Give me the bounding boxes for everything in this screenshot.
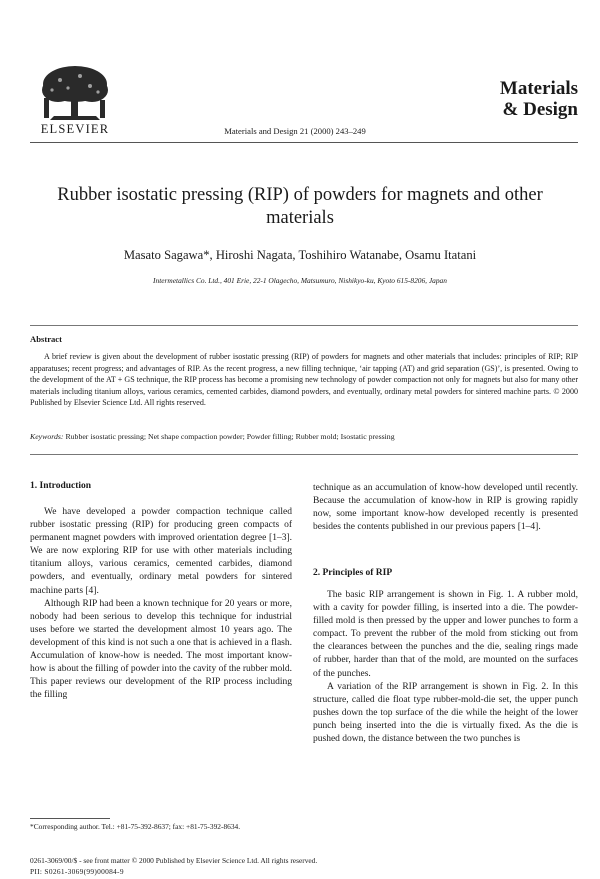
keywords-list: Rubber isostatic pressing; Net shape compaction powder; Powder filling; Rubber mold; Isostatic pressing <box>65 432 395 441</box>
intro-paragraph-2: Although RIP had been a known technique for 20 years or more, nobody had been serious to develop this technique for industrial uses before we started the development almost 10 years ago. The development of this kind is not such a one that is achieved in a flash. Accumulation of know-how is needed. The most important know-how is about the filling of powder into the cavity of the rubber mold. This paper reviews our development of the RIP process including the filling <box>30 598 292 701</box>
principles-paragraph-2: A variation of the RIP arrangement is shown in Fig. 2. In this structure, called die float type rubber-mold-die set, the upper punch pushes down the top surface of the die while the height of the lower punch being inserted into the die is virtually fixed. As the die is pushed down, the distance between the two punches is <box>313 681 578 745</box>
article-title: Rubber isostatic pressing (RIP) of powders for magnets and other materials <box>57 185 543 228</box>
journal-title-line1: Materials <box>499 78 578 99</box>
footnote-divider <box>30 818 110 819</box>
abstract-divider <box>30 454 578 455</box>
abstract-heading: Abstract <box>30 334 62 344</box>
intro-continuation: technique as an accumulation of know-how developed until recently. Because the accumulation of know-how in RIP is growing rapidly now, some important know-how developed recently is presented besides the contents published in our previous papers [1–4]. <box>313 483 578 533</box>
section-heading-introduction: 1. Introduction <box>30 481 92 491</box>
right-column-continuation <box>313 482 578 534</box>
pii-line: PII: S0261-3069(99)00084-9 <box>30 867 124 876</box>
publisher-name: ELSEVIER <box>40 122 110 136</box>
section-heading-principles: 2. Principles of RIP <box>313 568 393 578</box>
principles-paragraph-1: The basic RIP arrangement is shown in Fig. 1. A rubber mold, with a cavity for powder filling, is inserted into a die. The powder-filled mold is then pressed by the upper and lower punches to form a compact. To prevent the rubber of the mold from sticking out from the clearances between the punches and the die, sealing rings made of rubber, harder than that of the mold, are mounted on the surfaces of the punches. <box>313 590 578 679</box>
abstract-text: A brief review is given about the development of rubber isostatic pressing (RIP) of powders for magnets and other materials that includes: principles of RIP; RIP apparatuses; recent progress; and advantages of RIP. As the recent progress, a new filling technique, ‘air tapping (AT) and grid separation (GS)’, is presented. Owing to the development of the AT + GS technique, the RIP process has become a promising new technology of powder compaction not only for magnets but also for many other materials including titanium alloys, various ceramics, cemented carbides, diamond powders, and eventually, ordinary metal powders for sintered machine parts. © 2000 Published by Elsevier Science Ltd. All rights reserved. <box>30 352 578 408</box>
intro-paragraph-1: We have developed a powder compaction technique called rubber isostatic pressing (RIP) for producing green compacts of permanent magnet powders with improved orientation degree [1–3]. We are now exploring RIP for use with other materials including titanium alloys, various ceramics, cemented carbides, diamond powders, and eventually, ordinary metal powders for sintered machine parts [4]. <box>30 507 292 596</box>
author-list: Masato Sagawa*, Hiroshi Nagata, Toshihiro Watanabe, Osamu Itatani <box>123 248 477 262</box>
keywords-label: Keywords: <box>30 432 64 441</box>
corresponding-author-footnote: *Corresponding author. Tel.: +81-75-392-8637; fax: +81-75-392-8634. <box>30 822 241 831</box>
issn-line: 0261-3069/00/$ - see front matter © 2000 Published by Elsevier Science Ltd. All rights reserved. <box>30 856 318 865</box>
author-affiliation: Intermetallics Co. Ltd., 401 Erie, 22-1 Olagecho, Matsumuro, Nishikyo-ku, Kyoto 615-8206, Japan <box>153 276 447 285</box>
right-column <box>313 589 578 746</box>
journal-title <box>448 78 578 120</box>
journal-title-line2: & Design <box>502 99 578 120</box>
header-divider <box>30 142 578 143</box>
journal-citation: Materials and Design 21 (2000) 243–249 <box>224 126 366 136</box>
title-divider <box>30 325 578 326</box>
keywords <box>30 432 578 441</box>
left-column <box>30 506 292 702</box>
